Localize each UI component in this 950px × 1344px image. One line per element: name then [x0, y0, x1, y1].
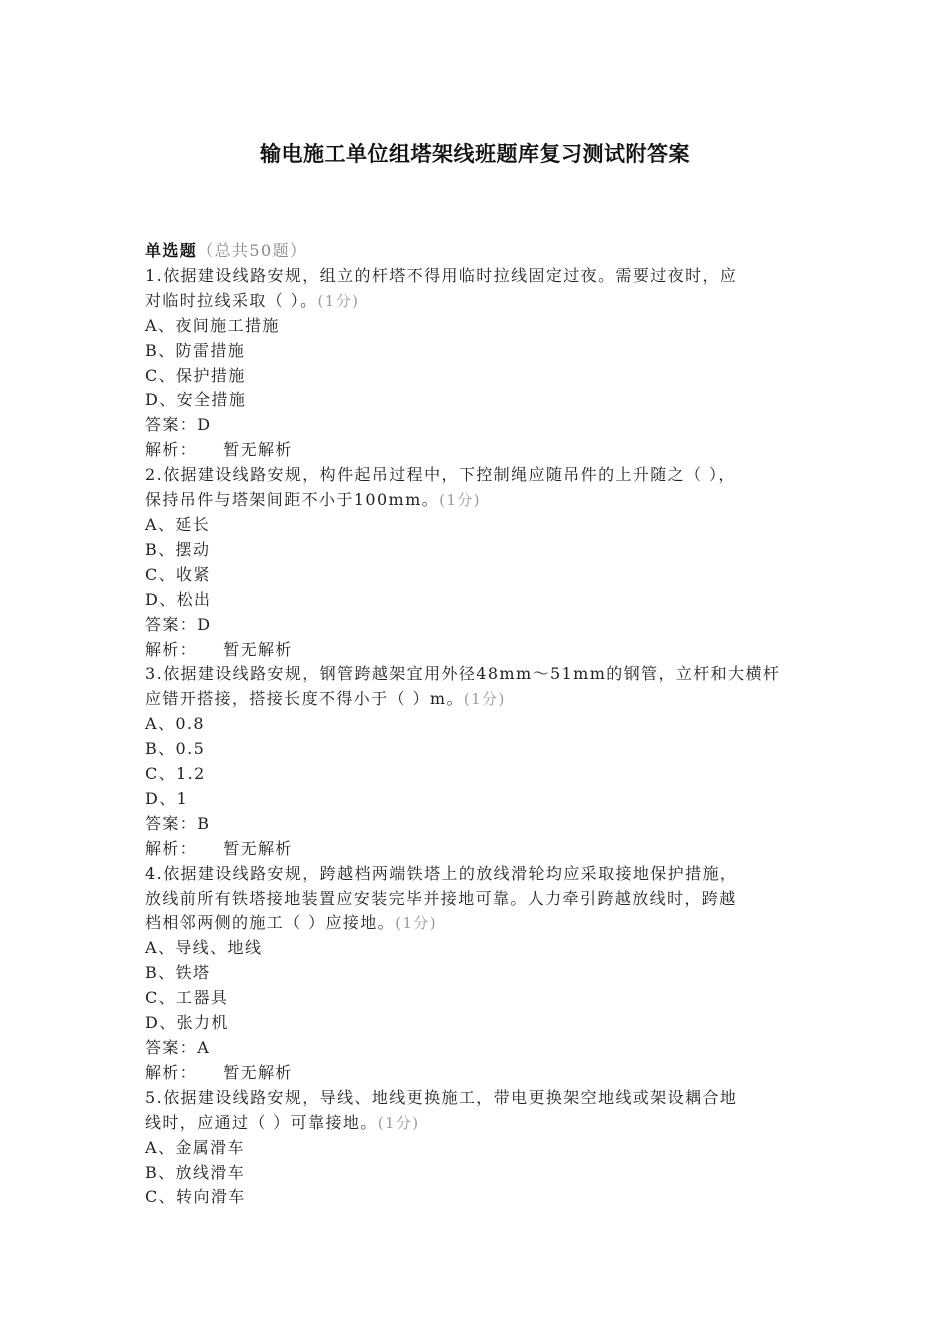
- answer-value: D: [197, 415, 212, 435]
- question-text-line: [145, 1086, 815, 1111]
- question-text-line: [145, 289, 815, 314]
- question-score: (1分): [377, 1113, 420, 1132]
- question-item: [145, 862, 815, 1086]
- question-text: 放线前所有铁塔接地装置应安装完毕并接地可靠。人力牵引跨越放线时，跨越: [145, 888, 737, 908]
- question-score: (1分): [395, 914, 437, 933]
- answer-line: [145, 812, 815, 837]
- answer-label: 答案：: [145, 813, 198, 833]
- answer-line: [145, 413, 815, 438]
- question-text: 5.依据建设线路安规，导线、地线更换施工，带电更换架空地线或架设耦合地: [145, 1087, 738, 1107]
- answer-value: D: [197, 614, 212, 634]
- analysis-line: [145, 1061, 815, 1086]
- answer-option: C、收紧: [145, 564, 211, 584]
- question-item: [145, 463, 815, 662]
- question-item: [145, 1086, 815, 1211]
- section-count: （总共50题）: [197, 241, 308, 260]
- analysis-label: 解析：: [145, 1062, 198, 1082]
- question-text: 3.依据建设线路安规，钢管跨越架宜用外径48mm～51mm的钢管，立杆和大横杆: [145, 664, 781, 684]
- analysis-label: 解析：: [145, 440, 198, 460]
- question-text: 线时，应通过（ ）可靠接地。: [145, 1112, 378, 1132]
- question-text-line: [145, 463, 815, 488]
- question-text-line: [145, 887, 815, 912]
- question-text-line: [145, 488, 815, 513]
- question-score: (1分): [439, 491, 481, 510]
- section-header: [145, 239, 815, 264]
- answer-option: B、0.5: [145, 739, 206, 759]
- question-text-line: [145, 662, 815, 687]
- answer-option: C、保护措施: [145, 365, 246, 385]
- analysis-line: [145, 837, 815, 862]
- analysis-text: 暂无解析: [223, 639, 293, 659]
- question-score: (1分): [317, 291, 360, 310]
- question-text-line: [145, 1111, 815, 1136]
- document-title: 输电施工单位组塔架线班题库复习测试附答案: [260, 141, 690, 166]
- answer-option: D、安全措施: [145, 390, 247, 410]
- analysis-line: [145, 638, 815, 663]
- answer-option: B、摆动: [145, 539, 211, 559]
- answer-option: D、张力机: [145, 1013, 229, 1033]
- question-text-line: [145, 862, 815, 887]
- answer-line: [145, 1036, 815, 1061]
- answer-option: A、金属滑车: [145, 1137, 245, 1157]
- section-name: 单选题: [145, 241, 198, 260]
- answer-option: A、0.8: [145, 714, 205, 734]
- answer-label: 答案：: [145, 1038, 198, 1057]
- answer-line: [145, 613, 815, 638]
- question-text-line: [145, 264, 815, 289]
- answer-option: A、夜间施工措施: [145, 315, 280, 335]
- answer-value: B: [197, 813, 211, 833]
- answer-option: D、1: [145, 788, 189, 808]
- question-list: [145, 239, 815, 1210]
- question-text: 应错开搭接，搭接长度不得小于（ ）m。: [145, 689, 464, 709]
- question-score: (1分): [463, 690, 506, 709]
- answer-label: 答案：: [145, 415, 198, 435]
- question-text: 2.依据建设线路安规，构件起吊过程中，下控制绳应随吊件的上升随之（ ），: [145, 465, 736, 485]
- answer-label: 答案：: [145, 614, 198, 634]
- question-text: 对临时拉线采取（ ）。: [145, 290, 318, 310]
- analysis-label: 解析：: [145, 639, 198, 659]
- question-text: 4.依据建设线路安规，跨越档两端铁塔上的放线滑轮均应采取接地保护措施，: [145, 863, 738, 883]
- analysis-text: 暂无解析: [223, 838, 293, 858]
- answer-option: C、工器具: [145, 988, 229, 1008]
- analysis-text: 暂无解析: [223, 440, 293, 460]
- question-item: [145, 662, 815, 861]
- question-item: [145, 264, 815, 463]
- answer-option: A、延长: [145, 514, 211, 534]
- answer-option: B、防雷措施: [145, 340, 246, 360]
- answer-option: C、转向滑车: [145, 1187, 246, 1207]
- question-text: 1.依据建设线路安规，组立的杆塔不得用临时拉线固定过夜。需要过夜时，应: [145, 265, 738, 285]
- answer-value: A: [197, 1038, 211, 1057]
- answer-option: C、1.2: [145, 764, 206, 784]
- answer-option: B、放线滑车: [145, 1162, 246, 1182]
- question-text-line: [145, 911, 815, 936]
- question-text: 档相邻两侧的施工（ ）应接地。: [145, 913, 396, 933]
- answer-option: A、导线、地线: [145, 938, 263, 958]
- answer-option: B、铁塔: [145, 963, 211, 983]
- analysis-label: 解析：: [145, 838, 198, 858]
- question-text-line: [145, 687, 815, 712]
- analysis-line: [145, 438, 815, 463]
- question-text: 保持吊件与塔架间距不小于100mm。: [145, 490, 440, 510]
- analysis-text: 暂无解析: [223, 1062, 293, 1082]
- answer-option: D、松出: [145, 589, 212, 609]
